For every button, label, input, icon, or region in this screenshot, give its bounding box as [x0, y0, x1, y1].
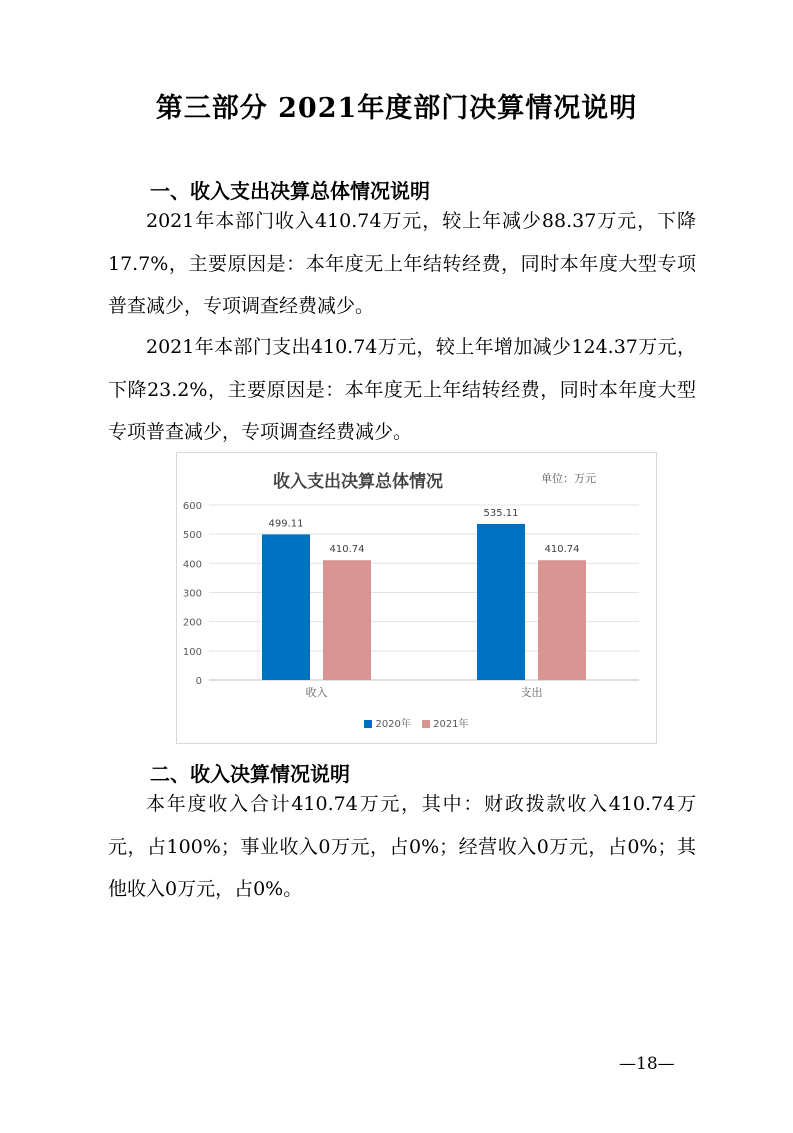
data-label-收入-2021年: 410.74: [329, 544, 365, 556]
y-tick-label-500: 500: [182, 530, 202, 542]
section1-paragraph-income: 2021年本部门收入410.74万元，较上年减少88.37万元，下降17.7%，主要原因是：本年度无上年结转经费，同时本年度大型专项普查减少，专项调查经费减少。: [108, 210, 696, 317]
legend-swatch-2021: [422, 720, 430, 728]
bar-支出-2021年: [538, 560, 586, 680]
y-tick-label-400: 400: [182, 559, 202, 571]
chart-canvas: [177, 453, 656, 743]
x-tick-label-支出: 支出: [520, 686, 543, 699]
chart-unit-label: 单位：万元: [541, 472, 596, 485]
chart-title: 收入支出决算总体情况: [273, 472, 443, 492]
section1-paragraph-expense: 2021年本部门支出410.74万元，较上年增加减少124.37万元，下降23.2%，主要原因是：本年度无上年结转经费，同时本年度大型专项普查减少，专项调查经费减少。: [108, 336, 696, 443]
y-tick-label-100: 100: [182, 646, 202, 658]
y-tick-label-600: 600: [182, 501, 202, 512]
data-label-支出-2020年: 535.11: [483, 507, 519, 519]
legend-item-2021: [422, 715, 468, 730]
y-tick-label-200: 200: [182, 617, 202, 629]
chart-legend: [177, 715, 656, 730]
data-label-收入-2020年: 499.11: [268, 518, 304, 530]
data-label-支出-2021年: 410.74: [544, 544, 580, 556]
bar-支出-2020年: [477, 524, 525, 680]
bar-收入-2020年: [262, 534, 310, 680]
summary-bar-chart: [176, 452, 657, 744]
section1-heading: 一、收入支出决算总体情况说明: [150, 179, 430, 203]
section2-paragraph-income: 本年度收入合计410.74万元，其中：财政拨款收入410.74万元，占100%；事业收入0万元，占0%；经营收入0万元，占0%；其他收入0万元，占0%。: [108, 793, 696, 900]
x-tick-label-收入: 收入: [305, 686, 328, 699]
legend-item-2020: [364, 715, 410, 730]
page-title: 第三部分 2021年度部门决算情况说明: [155, 93, 638, 124]
y-tick-label-0: 0: [195, 676, 202, 687]
bar-收入-2021年: [323, 560, 371, 680]
legend-label-2021: 2021年: [433, 719, 469, 730]
page-number: —18—: [619, 1054, 675, 1074]
legend-swatch-2020: [364, 720, 372, 728]
legend-label-2020: 2020年: [375, 719, 411, 730]
y-tick-label-300: 300: [182, 588, 202, 600]
section2-heading: 二、收入决算情况说明: [150, 762, 350, 786]
